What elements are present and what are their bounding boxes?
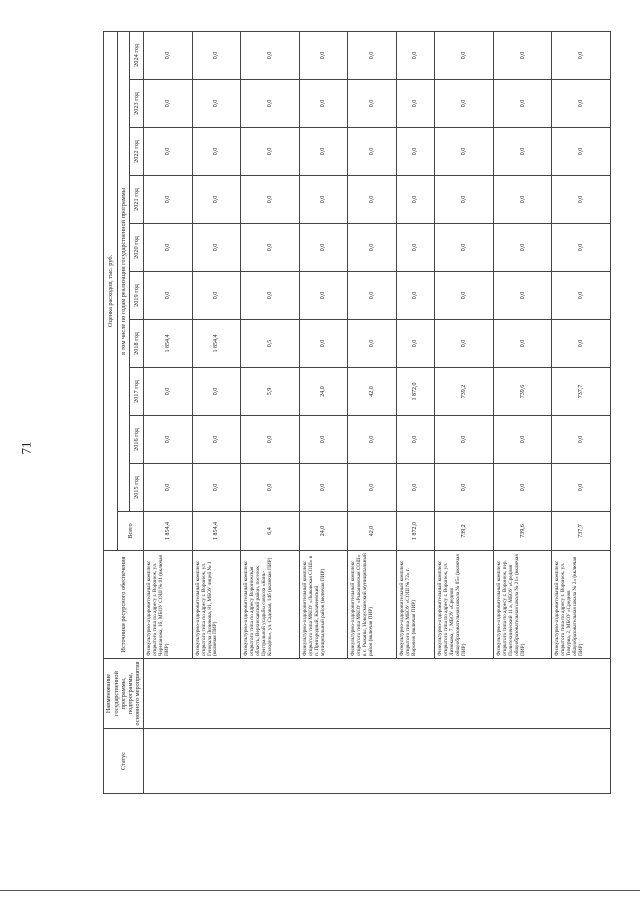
year-value-cell: 0,0 <box>348 416 397 464</box>
year-value-cell: 0,0 <box>396 464 435 512</box>
total-cell: 6,4 <box>241 512 300 551</box>
header-year: 2017 год <box>130 368 144 416</box>
rotated-table-wrapper <box>103 32 611 794</box>
year-value-cell: 737,7 <box>552 368 611 416</box>
year-value-cell: 0,0 <box>493 128 552 176</box>
total-cell: 1 854,4 <box>192 512 241 551</box>
page-bottom-rule <box>0 890 640 891</box>
source-cell: Физкультурно-оздоровительный комплекс открытого типа по адресу г. Воронеж, пер. Политехнический 11 а, МБОУ «Средняя общеобразовательная школа № 21» (включая ПИР) <box>493 551 552 659</box>
year-value-cell: 0,0 <box>241 176 300 224</box>
year-value-cell: 0,0 <box>192 368 241 416</box>
year-value-cell: 0,0 <box>348 176 397 224</box>
year-value-cell: 0,0 <box>192 272 241 320</box>
year-value-cell: 0,0 <box>493 320 552 368</box>
year-value-cell: 0,0 <box>552 128 611 176</box>
year-value-cell: 0,0 <box>144 464 193 512</box>
year-value-cell: 0,0 <box>299 320 348 368</box>
year-value-cell: 1 854,4 <box>144 320 193 368</box>
year-value-cell: 0,0 <box>192 176 241 224</box>
header-status: Статус <box>104 729 144 794</box>
year-value-cell: 0,0 <box>299 416 348 464</box>
year-value-cell: 0,0 <box>241 416 300 464</box>
source-cell: Физкультурно-оздоровительный комплекс открытого типа по адресу г. Воронеж, ул. Черепанова, 1б, МБОУ СОШ № 91 (включая ПИР) <box>144 551 193 659</box>
year-value-cell: 0,0 <box>192 416 241 464</box>
year-value-cell: 0,0 <box>552 176 611 224</box>
source-cell: Физкультурно-оздоровительный комплекс открытого типа МБОУ «СОШ № 72» г. Воронеж (включая ПИР) <box>396 551 435 659</box>
year-value-cell: 0,0 <box>435 320 494 368</box>
header-year: 2015 год <box>130 464 144 512</box>
source-cell: Физкультурно-оздоровительный комплекс открытого типа по адресу г. Воронеж, ул. Генерала Лизюкова, 81, МБОУ лицей № 1 (включая ПИР) <box>192 551 241 659</box>
year-value-cell: 0,0 <box>241 224 300 272</box>
year-value-cell: 0,0 <box>299 272 348 320</box>
year-value-cell: 0,0 <box>299 31 348 79</box>
year-value-cell: 0,0 <box>348 272 397 320</box>
year-value-cell: 0,0 <box>348 224 397 272</box>
year-value-cell: 0,0 <box>493 416 552 464</box>
year-value-cell: 0,0 <box>348 128 397 176</box>
header-year: 2024 год <box>130 31 144 79</box>
header-year: 2021 год <box>130 176 144 224</box>
year-value-cell: 0,0 <box>144 31 193 79</box>
year-value-cell: 0,0 <box>552 224 611 272</box>
year-value-cell: 0,0 <box>435 128 494 176</box>
year-value-cell: 0,0 <box>396 224 435 272</box>
header-name: Наименование государственной программы, подпрограммы, основного мероприятия <box>104 659 144 729</box>
year-value-cell: 0,0 <box>144 80 193 128</box>
year-value-cell: 0,0 <box>552 272 611 320</box>
year-value-cell: 739,2 <box>435 368 494 416</box>
header-source: Источники ресурсного обеспечения <box>104 551 144 659</box>
year-value-cell: 0,0 <box>396 416 435 464</box>
year-value-cell: 0,0 <box>241 272 300 320</box>
year-value-cell: 0,0 <box>493 464 552 512</box>
year-value-cell: 42,0 <box>348 368 397 416</box>
header-estimate: Оценка расходов, тыс. руб. <box>104 31 118 550</box>
year-value-cell: 0,0 <box>435 416 494 464</box>
year-value-cell: 0,0 <box>396 272 435 320</box>
year-value-cell: 0,0 <box>396 128 435 176</box>
year-value-cell: 0,0 <box>144 272 193 320</box>
source-cell: Физкультурно-оздоровительный комплекс открытого типа по адресу г. Воронеж, ул. Тимуриа, 2, МБОУ «Средняя общеобразовательная школа № 2» (включая ПИР) <box>552 551 611 659</box>
total-cell: 24,0 <box>299 512 348 551</box>
total-cell: 739,6 <box>493 512 552 551</box>
year-value-cell: 0,0 <box>493 31 552 79</box>
year-value-cell: 0,0 <box>435 272 494 320</box>
year-value-cell: 0,0 <box>144 128 193 176</box>
year-value-cell: 0,0 <box>192 80 241 128</box>
year-value-cell: 0,0 <box>299 80 348 128</box>
year-value-cell: 0,0 <box>435 176 494 224</box>
year-value-cell: 0,0 <box>435 80 494 128</box>
year-value-cell: 0,0 <box>552 80 611 128</box>
header-year: 2022 год <box>130 128 144 176</box>
total-cell: 1 854,4 <box>144 512 193 551</box>
year-value-cell: 0,0 <box>493 224 552 272</box>
year-value-cell: 0,0 <box>396 320 435 368</box>
header-year: 2023 год <box>130 80 144 128</box>
table-body <box>144 31 611 793</box>
year-value-cell: 0,0 <box>299 176 348 224</box>
name-cell <box>144 659 611 729</box>
source-cell: Физкультурно-оздоровительный комплекс открытого типа МКОУ «Лыковская СОШ» в п. Пригородный, Калачеевский муниципальный район (включая ПИР) <box>299 551 348 659</box>
table-row <box>144 31 193 793</box>
year-value-cell: 0,0 <box>493 176 552 224</box>
year-value-cell: 0,0 <box>144 368 193 416</box>
total-cell: 737,7 <box>552 512 611 551</box>
year-value-cell: 0,5 <box>241 320 300 368</box>
year-value-cell: 0,0 <box>552 320 611 368</box>
total-cell: 1 872,0 <box>396 512 435 551</box>
year-value-cell: 0,0 <box>348 80 397 128</box>
year-value-cell: 0,0 <box>192 464 241 512</box>
year-value-cell: 0,0 <box>192 31 241 79</box>
year-value-cell: 0,0 <box>396 31 435 79</box>
source-cell: Физкультурно-оздоровительный комплекс открытого типа МКОУ «Рыкановская СОШ» в с. Рыканы, Новоусманский муниципальный район (включая ПИР) <box>348 551 397 659</box>
year-value-cell: 0,0 <box>348 31 397 79</box>
year-value-cell: 0,0 <box>192 128 241 176</box>
year-value-cell: 0,0 <box>299 224 348 272</box>
year-value-cell: 0,0 <box>552 464 611 512</box>
year-value-cell: 0,0 <box>435 464 494 512</box>
year-value-cell: 0,0 <box>348 464 397 512</box>
header-year: 2016 год <box>130 416 144 464</box>
year-value-cell: 0,0 <box>241 31 300 79</box>
year-value-cell: 0,0 <box>299 128 348 176</box>
year-value-cell: 5,9 <box>241 368 300 416</box>
year-value-cell: 0,0 <box>144 416 193 464</box>
total-cell: 739,2 <box>435 512 494 551</box>
year-value-cell: 0,0 <box>144 176 193 224</box>
source-cell: Физкультурно-оздоровительный комплекс открытого типа по адресу г. Воронеж, ул. Лизюкова, 7, МБОУ «Средняя общеобразовательная школа № 85» (включая ПИР) <box>435 551 494 659</box>
year-value-cell: 0,0 <box>396 80 435 128</box>
expenses-table <box>103 31 611 794</box>
year-value-cell: 0,0 <box>241 80 300 128</box>
header-year: 2019 год <box>130 272 144 320</box>
year-value-cell: 0,0 <box>241 128 300 176</box>
year-value-cell: 0,0 <box>552 416 611 464</box>
year-value-cell: 24,0 <box>299 368 348 416</box>
source-cell: Физкультурно-оздоровительный комплекс открытого типа по адресу Воронежская область, Верхнехавский район, поселок Центральной усадьбы совхоза «Конь-Колодезь», ул. Садовая, 14б (включая ПИР) <box>241 551 300 659</box>
year-value-cell: 0,0 <box>493 272 552 320</box>
year-value-cell: 0,0 <box>241 464 300 512</box>
year-value-cell: 0,0 <box>552 31 611 79</box>
year-value-cell: 739,6 <box>493 368 552 416</box>
year-value-cell: 0,0 <box>435 224 494 272</box>
year-value-cell: 0,0 <box>144 224 193 272</box>
header-row-1 <box>104 31 118 793</box>
year-value-cell: 1 854,4 <box>192 320 241 368</box>
year-value-cell: 0,0 <box>396 176 435 224</box>
year-value-cell: 0,0 <box>493 80 552 128</box>
total-cell: 42,0 <box>348 512 397 551</box>
year-value-cell: 1 872,0 <box>396 368 435 416</box>
year-value-cell: 0,0 <box>348 320 397 368</box>
year-value-cell: 0,0 <box>435 31 494 79</box>
header-total: Всего <box>118 512 144 551</box>
year-value-cell: 0,0 <box>299 464 348 512</box>
page-number: 71 <box>18 441 34 455</box>
header-year: 2020 год <box>130 224 144 272</box>
header-by-years: в том числе по годам реализации государственной программы <box>118 31 130 511</box>
status-cell <box>144 729 611 794</box>
header-year: 2018 год <box>130 320 144 368</box>
year-value-cell: 0,0 <box>192 224 241 272</box>
